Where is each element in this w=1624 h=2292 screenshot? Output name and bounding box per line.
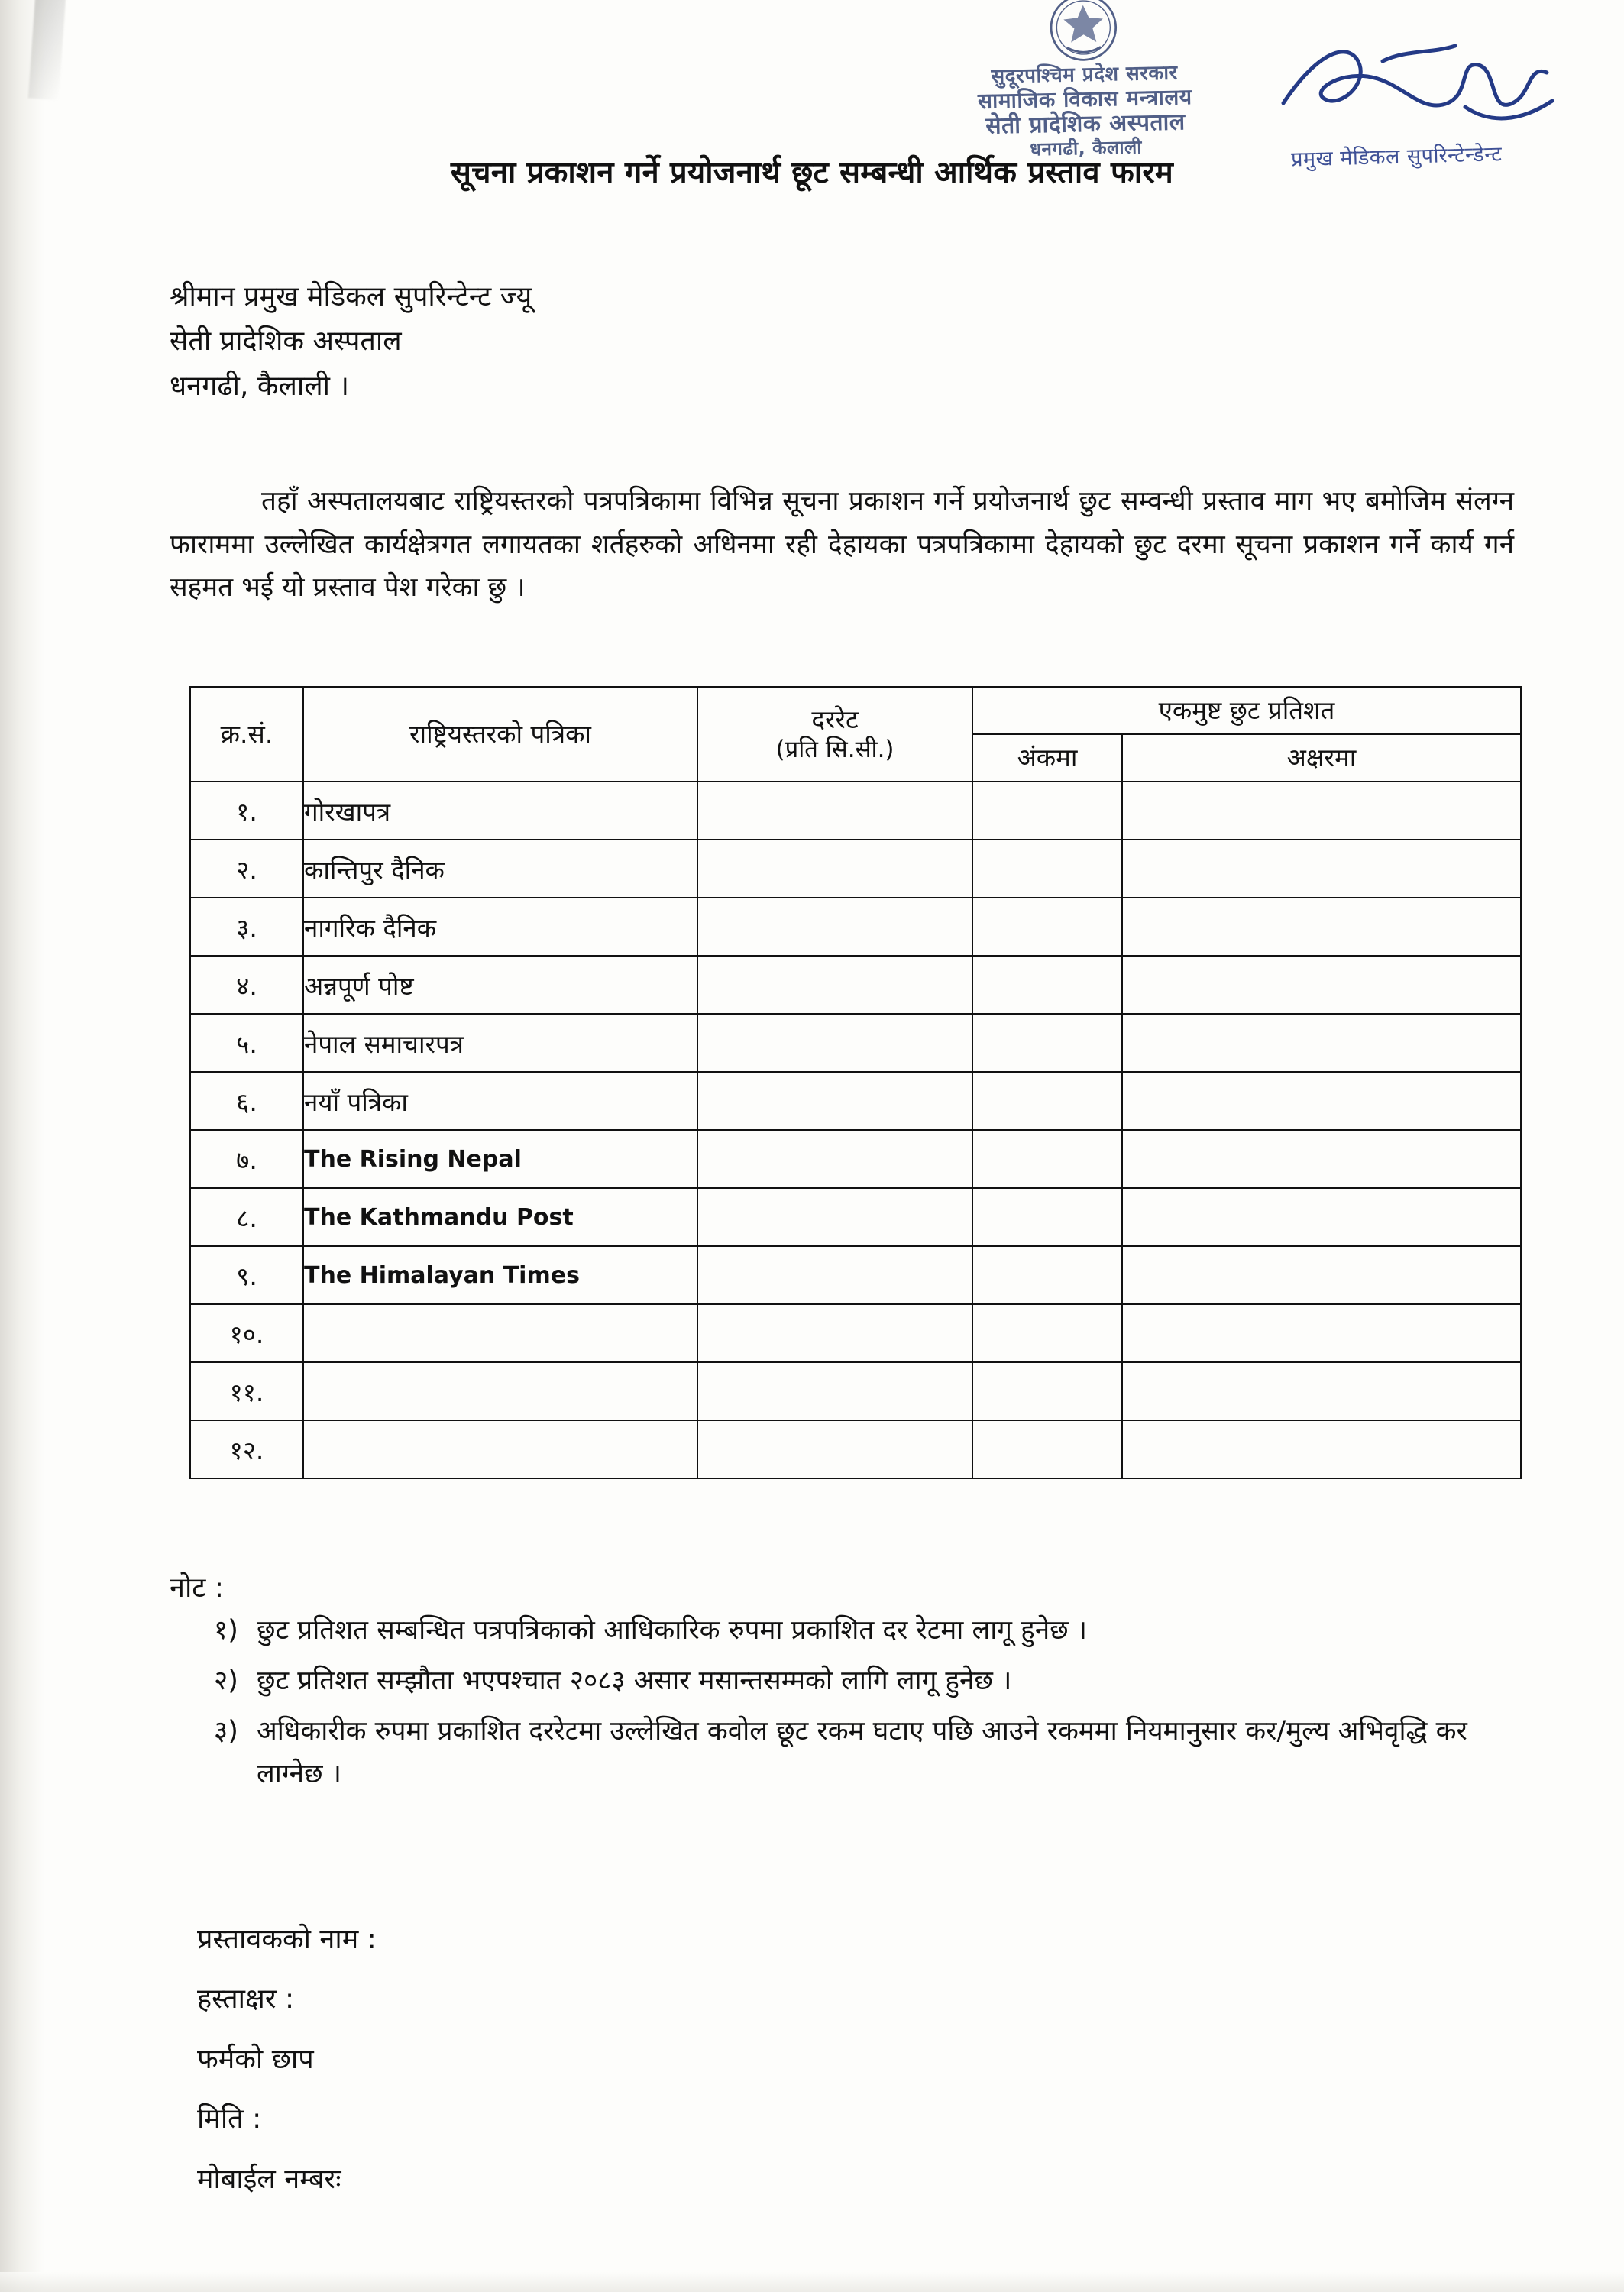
header-discount-group: एकमुष्ट छुट प्रतिशत	[972, 687, 1521, 734]
cell-sn: १२.	[190, 1420, 303, 1478]
cell-discount-words-input[interactable]	[1122, 1130, 1521, 1188]
cell-sn: ९.	[190, 1246, 303, 1304]
cell-discount-words-input[interactable]	[1122, 1420, 1521, 1478]
header-sn: क्र.सं.	[190, 687, 303, 782]
cell-discount-figures-input[interactable]	[972, 1362, 1122, 1420]
cell-paper-name: नयाँ पत्रिका	[303, 1072, 697, 1130]
cell-sn: ७.	[190, 1130, 303, 1188]
note-number: ३)	[214, 1716, 238, 1747]
cell-sn: ३.	[190, 898, 303, 956]
header-rate	[697, 687, 972, 782]
body-paragraph-text: तहाँ अस्पतालयबाट राष्ट्रियस्तरको पत्रपत्रिकामा विभिन्न सूचना प्रकाशन गर्ने प्रयोजनार्थ छुट सम्वन्धी प्रस्ताव माग भए बमोजिम संलग्न फाराममा उल्लेखित कार्यक्षेत्रगत लगायतका शर्तहरुको अधिनमा रही देहायका पत्रपत्रिकामा देहायको छुट दरमा सूचना प्रकाशन गर्ने कार्य गर्न सहमत भई यो प्रस्ताव पेश गरेका छु ।	[170, 486, 1514, 604]
table-row	[190, 1072, 1521, 1130]
table-row	[190, 1420, 1521, 1478]
note-text: अधिकारीक रुपमा प्रकाशित दररेटमा उल्लेखित कवोल छूट रकम घटाए पछि आउने रकममा नियमानुसार कर/मुल्य अभिवृद्धि कर लाग्नेछ ।	[257, 1716, 1467, 1789]
table-row	[190, 1362, 1521, 1420]
cell-discount-words-input[interactable]	[1122, 782, 1521, 840]
cell-rate-input[interactable]	[697, 1130, 972, 1188]
cell-sn: ४.	[190, 956, 303, 1014]
scan-page-curl	[28, 0, 66, 100]
header-in-words: अक्षरमा	[1122, 734, 1521, 782]
header-rate-main: दररेट	[811, 704, 859, 734]
table-body	[190, 782, 1521, 1478]
proposal-table	[189, 686, 1522, 1479]
cell-discount-figures-input[interactable]	[972, 840, 1122, 898]
table-header-row-1	[190, 687, 1521, 734]
cell-discount-words-input[interactable]	[1122, 1304, 1521, 1362]
cell-discount-words-input[interactable]	[1122, 956, 1521, 1014]
cell-discount-figures-input[interactable]	[972, 1014, 1122, 1072]
table-row	[190, 956, 1521, 1014]
header-rate-sub: (प्रति सि.सी.)	[775, 736, 894, 764]
cell-discount-words-input[interactable]	[1122, 1014, 1521, 1072]
footer-field-label: मिति :	[197, 2103, 262, 2135]
table-row	[190, 1014, 1521, 1072]
cell-rate-input[interactable]	[697, 840, 972, 898]
scan-edge-bottom	[0, 2272, 1624, 2292]
note-item	[214, 1609, 1528, 1652]
cell-rate-input[interactable]	[697, 1072, 972, 1130]
note-text: छुट प्रतिशत सम्झौता भएपश्चात २०८३ असार मसान्तसम्मको लागि लागू हुनेछ ।	[257, 1666, 1012, 1696]
cell-rate-input[interactable]	[697, 1362, 972, 1420]
cell-paper-name: अन्नपूर्ण पोष्ट	[303, 956, 697, 1014]
cell-rate-input[interactable]	[697, 1188, 972, 1246]
cell-sn: १.	[190, 782, 303, 840]
addressee-line-3: धनगढी, कैलाली ।	[170, 370, 350, 402]
body-paragraph	[170, 480, 1514, 610]
scan-edge-left	[0, 0, 44, 2292]
page-title: सूचना प्रकाशन गर्ने प्रयोजनार्थ छूट सम्बन्धी आर्थिक प्रस्ताव फारम	[450, 155, 1174, 190]
cell-paper-name	[303, 1420, 697, 1478]
cell-discount-figures-input[interactable]	[972, 1246, 1122, 1304]
table-row	[190, 782, 1521, 840]
footer-fields	[197, 1910, 377, 2209]
cell-discount-figures-input[interactable]	[972, 956, 1122, 1014]
cell-sn: ५.	[190, 1014, 303, 1072]
table-row	[190, 1246, 1521, 1304]
cell-paper-name: गोरखापत्र	[303, 782, 697, 840]
cell-paper-name: The Himalayan Times	[303, 1246, 697, 1304]
cell-sn: ६.	[190, 1072, 303, 1130]
note-number: २)	[214, 1666, 238, 1696]
table-row	[190, 840, 1521, 898]
cell-sn: २.	[190, 840, 303, 898]
notes-list	[214, 1609, 1528, 1803]
cell-paper-name: The Rising Nepal	[303, 1130, 697, 1188]
note-number: १)	[214, 1615, 238, 1646]
footer-field-label: फर्मको छाप	[197, 2043, 314, 2075]
cell-paper-name	[303, 1304, 697, 1362]
cell-rate-input[interactable]	[697, 1014, 972, 1072]
cell-discount-figures-input[interactable]	[972, 1304, 1122, 1362]
table-row	[190, 1304, 1521, 1362]
cell-discount-figures-input[interactable]	[972, 1072, 1122, 1130]
notes-label: नोट :	[170, 1572, 225, 1604]
cell-discount-words-input[interactable]	[1122, 1072, 1521, 1130]
note-text: छुट प्रतिशत सम्बन्धित पत्रपत्रिकाको आधिकारिक रुपमा प्रकाशित दर रेटमा लागू हुनेछ ।	[257, 1615, 1088, 1646]
cell-paper-name: नागरिक दैनिक	[303, 898, 697, 956]
cell-discount-words-input[interactable]	[1122, 1188, 1521, 1246]
addressee-line-1: श्रीमान प्रमुख मेडिकल सुपरिन्टेन्ट ज्यू	[170, 281, 532, 312]
stamp-line-1: सुदूरपश्चिम प्रदेश सरकार	[991, 61, 1178, 89]
cell-paper-name: नेपाल समाचारपत्र	[303, 1014, 697, 1072]
cell-discount-figures-input[interactable]	[972, 782, 1122, 840]
header-in-figures: अंकमा	[972, 734, 1122, 782]
stamp-line-2: सामाजिक विकास मन्त्रालय	[977, 83, 1192, 114]
footer-field-label: हस्ताक्षर :	[197, 1983, 295, 2015]
cell-discount-figures-input[interactable]	[972, 898, 1122, 956]
cell-rate-input[interactable]	[697, 1246, 972, 1304]
note-item	[214, 1659, 1528, 1702]
cell-discount-words-input[interactable]	[1122, 1246, 1521, 1304]
addressee-block	[170, 275, 532, 409]
cell-paper-name	[303, 1362, 697, 1420]
cell-discount-figures-input[interactable]	[972, 1130, 1122, 1188]
note-item	[214, 1710, 1528, 1795]
cell-paper-name: कान्तिपुर दैनिक	[303, 840, 697, 898]
cell-discount-figures-input[interactable]	[972, 1420, 1122, 1478]
government-emblem-icon	[1047, 0, 1119, 63]
table-row	[190, 1188, 1521, 1246]
table-row	[190, 898, 1521, 956]
addressee-line-2: सेती प्रादेशिक अस्पताल	[170, 325, 402, 358]
cell-discount-words-input[interactable]	[1122, 840, 1521, 898]
signature-caption: प्रमुख मेडिकल सुपरिन्टेन्डेन्ट	[1290, 142, 1503, 172]
cell-rate-input[interactable]	[697, 782, 972, 840]
cell-paper-name: The Kathmandu Post	[303, 1188, 697, 1246]
table-row	[190, 1130, 1521, 1188]
cell-rate-input[interactable]	[697, 1304, 972, 1362]
cell-discount-figures-input[interactable]	[972, 1188, 1122, 1246]
cell-rate-input[interactable]	[697, 956, 972, 1014]
footer-field-label: मोबाईल नम्बरः	[197, 2163, 341, 2195]
cell-sn: ११.	[190, 1362, 303, 1420]
cell-rate-input[interactable]	[697, 898, 972, 956]
stamp-line-3: सेती प्रादेशिक अस्पताल	[985, 108, 1186, 140]
cell-sn: ८.	[190, 1188, 303, 1246]
cell-sn: १०.	[190, 1304, 303, 1362]
cell-discount-words-input[interactable]	[1122, 898, 1521, 956]
header-paper: राष्ट्रियस्तरको पत्रिका	[303, 687, 697, 782]
footer-field-label: प्रस्तावकको नाम :	[197, 1924, 377, 1955]
cell-rate-input[interactable]	[697, 1420, 972, 1478]
cell-discount-words-input[interactable]	[1122, 1362, 1521, 1420]
proposal-table-wrapper	[189, 686, 1520, 1479]
stamp-line-4: धनगढी, कैलाली	[1030, 136, 1143, 160]
